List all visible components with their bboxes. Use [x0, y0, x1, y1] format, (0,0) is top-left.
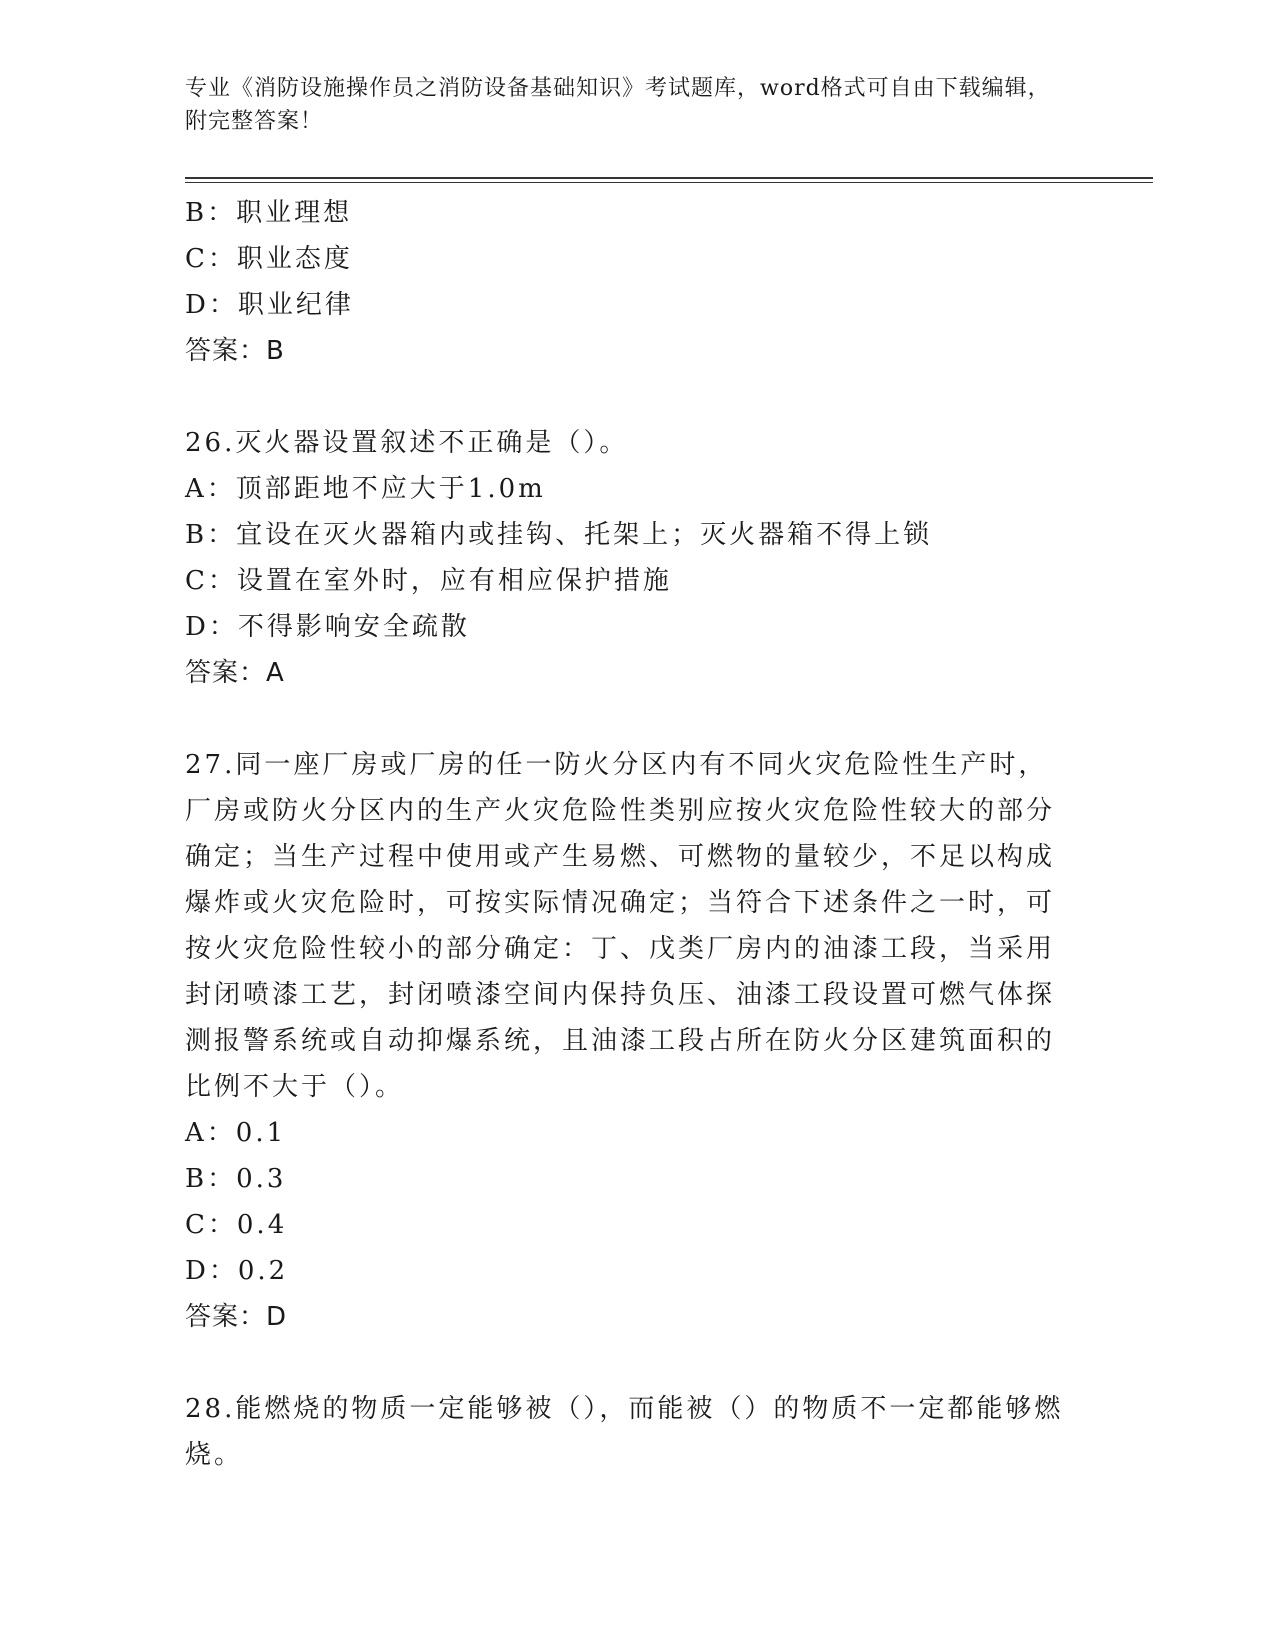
question-list — [185, 190, 1085, 1478]
question-27-stem: 27.同一座厂房或厂房的任一防火分区内有不同火灾危险性生产时，厂房或防火分区内的生产火灾危险性类别应按火灾危险性较大的部分确定；当生产过程中使用或产生易燃、可燃物的量较少，不足以构成爆炸或火灾危险时，可按实际情况确定；当符合下述条件之一时，可按火灾危险性较小的部分确定：丁、戊类厂房内的油漆工段，当采用封闭喷漆工艺，封闭喷漆空间内保持负压、油漆工段设置可燃气体探测报警系统或自动抑爆系统，且油漆工段占所在防火分区建筑面积的比例不大于（）。 — [185, 750, 1056, 1102]
answer-line: 答案：B — [185, 336, 285, 366]
option-c: C：0.4 — [185, 1210, 288, 1240]
header-divider — [185, 177, 1153, 183]
option-d: D：不得影响安全疏散 — [185, 612, 470, 642]
option-d: D：职业纪律 — [185, 290, 354, 320]
option-b: B：职业理想 — [185, 198, 353, 228]
spacer — [185, 374, 1085, 420]
question-28-stem: 28.能燃烧的物质一定能够被（），而能被（）的物质不一定都能够燃烧。 — [185, 1394, 1064, 1470]
option-c: C：职业态度 — [185, 244, 353, 274]
answer-line: 答案：D — [185, 1302, 288, 1332]
page-header: 专业《消防设施操作员之消防设备基础知识》考试题库，word格式可自由下载编辑，附完整答案！ — [185, 76, 1051, 134]
option-a: A：顶部距地不应大于1.0m — [185, 474, 546, 504]
spacer — [185, 696, 1085, 742]
option-b: B：0.3 — [185, 1164, 287, 1194]
option-a: A：0.1 — [185, 1118, 287, 1148]
spacer — [185, 1340, 1085, 1386]
answer-line: 答案：A — [185, 658, 285, 688]
option-d: D：0.2 — [185, 1256, 289, 1286]
option-c: C：设置在室外时，应有相应保护措施 — [185, 566, 672, 596]
question-26-stem: 26.灭火器设置叙述不正确是（）。 — [185, 428, 629, 458]
option-b: B：宜设在灭火器箱内或挂钩、托架上；灭火器箱不得上锁 — [185, 520, 933, 550]
